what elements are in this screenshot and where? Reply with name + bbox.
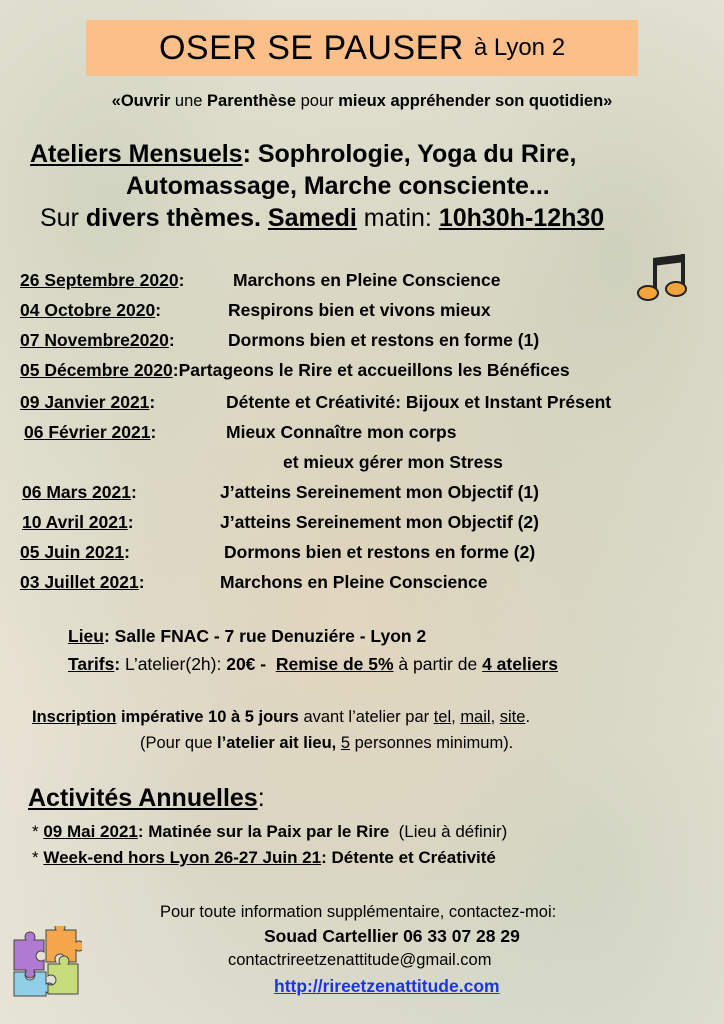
schedule-sep: : [172, 360, 179, 380]
subtitle-word-quotidien: mieux appréhender son quotidien [338, 92, 604, 110]
schedule-topic: Mieux Connaître mon corps [226, 422, 457, 442]
ateliers-label: Ateliers Mensuels [30, 140, 243, 168]
activite-note: (Lieu à définir) [389, 822, 508, 841]
schedule-date: 06 Mars 2021 [22, 482, 131, 502]
schedule-sep: : [168, 330, 175, 350]
schedule-row [22, 482, 539, 503]
inscription-delay: impérative 10 à 5 jours [120, 708, 299, 726]
activite-item [32, 848, 496, 868]
schedule-topic: et mieux gérer mon Stress [283, 452, 503, 472]
schedule-date: 05 Juin 2021 [20, 542, 125, 562]
schedule-topic: Partageons le Rire et accueillons les Bénéfices [178, 360, 570, 380]
schedule-date: 05 Décembre 2020 [20, 360, 173, 380]
ateliers-matin: matin: [356, 204, 439, 232]
schedule-date: 09 Janvier 2021 [20, 392, 150, 412]
inscription-label: Inscription [32, 708, 117, 726]
inscription-comma-1: , [451, 708, 461, 726]
schedule-topic: J’atteins Sereinement mon Objectif (2) [220, 512, 539, 532]
tarifs-price: 20€ - [226, 654, 267, 674]
inscription-line-2 [140, 734, 513, 753]
puzzle-pieces-icon [12, 926, 82, 998]
schedule-topic: Marchons en Pleine Conscience [233, 270, 501, 290]
inscription-comma-2: , [490, 708, 500, 726]
activites-title: Activités Annuelles [28, 784, 258, 812]
title-banner [86, 20, 638, 76]
inscription-pour-que: (Pour que [140, 734, 218, 752]
schedule-row [283, 452, 503, 473]
schedule-date: 03 Juillet 2021 [20, 572, 139, 592]
ateliers-line-3 [40, 204, 604, 233]
tarifs-label: Tarifs [68, 654, 115, 674]
schedule-row [20, 572, 488, 593]
schedule-date: 04 Octobre 2020 [20, 300, 156, 320]
schedule-sep: : [130, 482, 137, 502]
schedule-row [24, 422, 457, 443]
schedule-row [20, 360, 570, 381]
schedule-topic: J’atteins Sereinement mon Objectif (1) [220, 482, 539, 502]
subtitle [0, 92, 724, 111]
ateliers-activities-1: : Sophrologie, Yoga du Rire, [242, 140, 577, 168]
schedule-sep: : [178, 270, 185, 290]
schedule-sep: : [124, 542, 130, 562]
activite-desc: : Matinée sur la Paix par le Rire [137, 822, 390, 841]
ateliers-themes: divers thèmes. [85, 204, 261, 232]
schedule-topic: Respirons bien et vivons mieux [228, 300, 491, 320]
website-link[interactable]: http://rireetzenattitude.com [274, 976, 500, 996]
page-title-location: à Lyon 2 [473, 34, 566, 61]
page-title: OSER SE PAUSER [158, 28, 464, 67]
ateliers-line-2: Automassage, Marche consciente... [126, 172, 550, 200]
activite-bullet: * [32, 822, 44, 841]
contact-name-phone: Souad Cartellier 06 33 07 28 29 [264, 926, 520, 946]
subtitle-text-1: une [170, 92, 208, 110]
activite-item [32, 822, 507, 842]
inscription-period: . [525, 708, 531, 726]
schedule-row [20, 392, 612, 413]
subtitle-text-2: pour [296, 92, 339, 110]
schedule-row [20, 330, 540, 351]
inscription-site-link[interactable]: site [499, 708, 526, 726]
tarifs-remise: Remise de 5% [275, 654, 394, 674]
ateliers-samedi: Samedi [267, 204, 357, 232]
ateliers-space [261, 204, 268, 232]
inscription-mail-link[interactable]: mail [460, 708, 491, 726]
subtitle-quote-close: » [603, 92, 613, 110]
activite-date: 09 Mai 2021 [43, 822, 138, 841]
tarifs-colon: : [114, 654, 121, 674]
schedule-sep: : [138, 572, 145, 592]
activite-bullet: * [32, 848, 44, 867]
inscription-min-count: 5 [340, 734, 351, 752]
tarifs-ateliers-count: 4 ateliers [482, 654, 558, 674]
contact-email[interactable]: contactrireetzenattitude@gmail.com [228, 951, 492, 969]
inscription-text: avant l’atelier par [298, 708, 434, 726]
ateliers-hours: 10h30h-12h30 [438, 204, 605, 232]
ateliers-line-1 [30, 140, 576, 169]
activite-desc: : Détente et Créativité [321, 848, 496, 867]
schedule-row [20, 300, 491, 321]
schedule-sep: : [155, 300, 162, 320]
tarifs-space [266, 654, 276, 674]
tarifs-atelier: L’atelier(2h): [120, 654, 227, 674]
schedule-row [20, 270, 501, 291]
lieu-label: Lieu [68, 626, 104, 646]
subtitle-word-ouvrir: Ouvrir [120, 92, 171, 110]
tarifs-line [68, 654, 558, 675]
subtitle-quote-open: « [111, 92, 121, 110]
contact-intro: Pour toute information supplémentaire, contactez-moi: [160, 903, 557, 921]
schedule-sep: : [149, 392, 156, 412]
tarifs-a-partir: à partir de [393, 654, 483, 674]
schedule-topic: Dormons bien et restons en forme (1) [228, 330, 540, 350]
schedule-date: 06 Février 2021 [24, 422, 151, 442]
inscription-minimum: personnes minimum). [350, 734, 514, 752]
schedule-topic: Marchons en Pleine Conscience [220, 572, 488, 592]
schedule-row [20, 542, 536, 563]
schedule-date: 07 Novembre2020 [20, 330, 169, 350]
inscription-atelier-lieu: l’atelier ait lieu, [217, 734, 337, 752]
lieu-value: : Salle FNAC - 7 rue Denuziére - Lyon 2 [103, 626, 427, 646]
inscription-line-1 [32, 708, 530, 727]
schedule-sep: : [127, 512, 134, 532]
schedule-date: 26 Septembre 2020 [20, 270, 179, 290]
schedule-sep: : [150, 422, 157, 442]
schedule-date: 10 Avril 2021 [22, 512, 128, 532]
schedule-row [22, 512, 539, 533]
activites-colon: : [257, 784, 265, 812]
schedule-topic: Détente et Créativité: Bijoux et Instant Présent [226, 392, 612, 412]
schedule-topic: Dormons bien et restons en forme (2) [224, 542, 536, 562]
ateliers-sur: Sur [40, 204, 86, 232]
subtitle-word-parenthese: Parenthèse [207, 92, 297, 110]
inscription-tel-link[interactable]: tel [433, 708, 452, 726]
activites-heading [28, 784, 265, 813]
activite-date: Week-end hors Lyon 26-27 Juin 21 [43, 848, 322, 867]
lieu-line [68, 626, 426, 647]
music-notes-icon [636, 250, 692, 306]
